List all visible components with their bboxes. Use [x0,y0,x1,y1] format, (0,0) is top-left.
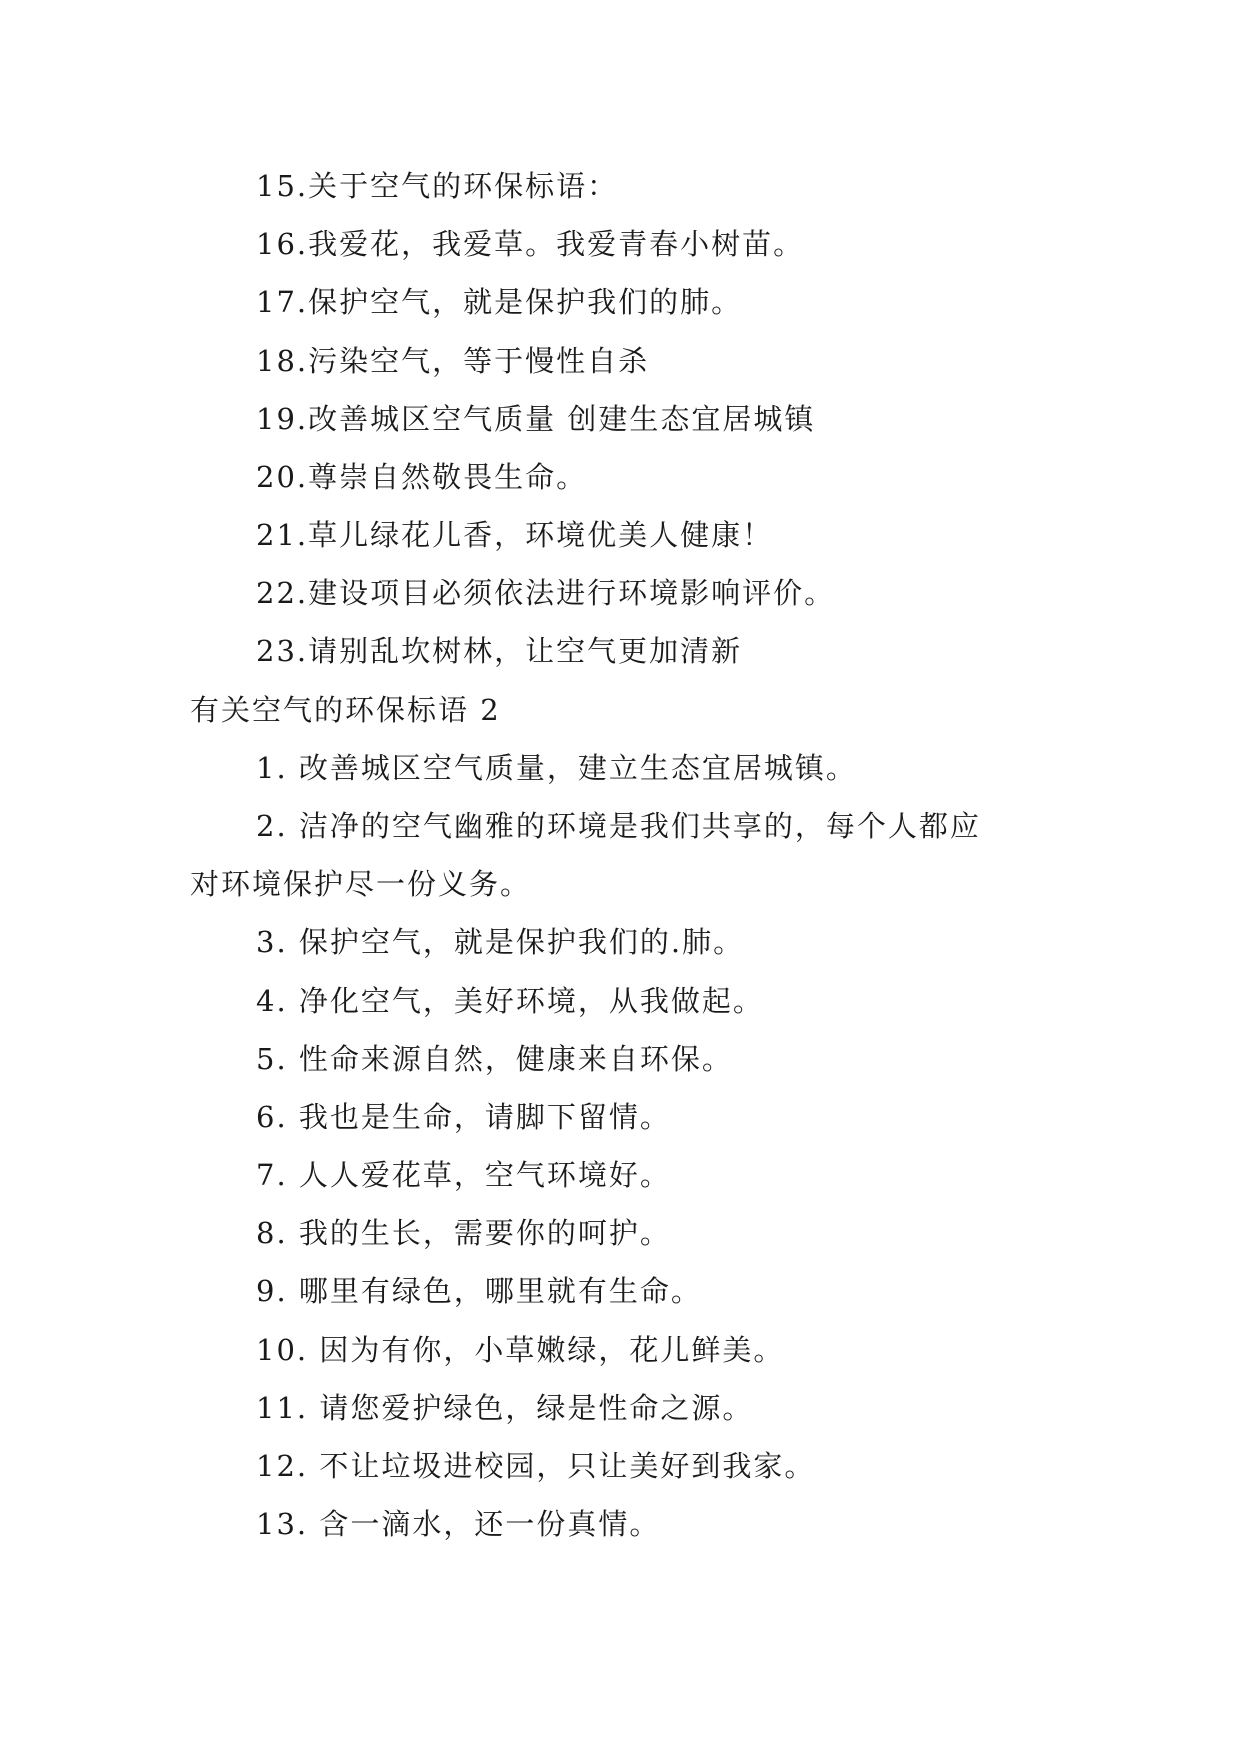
slogan-b-2-line2: 对环境保护尽一份义务。 [190,867,532,901]
slogan-b-7: 7. 人人爱花草，空气环境好。 [256,1158,671,1192]
slogan-18: 18.污染空气，等于慢性自杀 [256,344,650,378]
slogan-17: 17.保护空气，就是保护我们的肺。 [256,285,743,319]
slogan-23: 23.请别乱坎树林，让空气更加清新 [256,634,743,668]
slogan-b-2-line1: 2. 洁净的空气幽雅的环境是我们共享的，每个人都应 [256,809,981,843]
slogan-b-11: 11. 请您爱护绿色，绿是性命之源。 [256,1391,754,1425]
slogan-21: 21.草儿绿花儿香，环境优美人健康！ [256,518,774,552]
slogan-b-1: 1. 改善城区空气质量，建立生态宜居城镇。 [256,751,857,785]
slogan-b-5: 5. 性命来源自然，健康来自环保。 [256,1042,733,1076]
section-heading: 有关空气的环保标语 2 [190,693,501,727]
slogan-b-6: 6. 我也是生命，请脚下留情。 [256,1100,671,1134]
slogan-b-13: 13. 含一滴水，还一份真情。 [256,1507,661,1541]
slogan-22: 22.建设项目必须依法进行环境影响评价。 [256,576,836,610]
slogan-b-12: 12. 不让垃圾进校园，只让美好到我家。 [256,1449,816,1483]
slogan-19: 19.改善城区空气质量 创建生态宜居城镇 [256,402,816,436]
slogan-b-4: 4. 净化空气，美好环境，从我做起。 [256,984,764,1018]
slogan-b-9: 9. 哪里有绿色，哪里就有生命。 [256,1274,702,1308]
slogan-b-8: 8. 我的生长，需要你的呵护。 [256,1216,671,1250]
slogan-16: 16.我爱花，我爱草。我爱青春小树苗。 [256,227,805,261]
slogan-b-3: 3. 保护空气，就是保护我们的.肺。 [256,925,745,959]
slogan-20: 20.尊崇自然敬畏生命。 [256,460,588,494]
slogan-b-10: 10. 因为有你，小草嫩绿，花儿鲜美。 [256,1333,785,1367]
slogan-15: 15.关于空气的环保标语： [256,169,619,203]
